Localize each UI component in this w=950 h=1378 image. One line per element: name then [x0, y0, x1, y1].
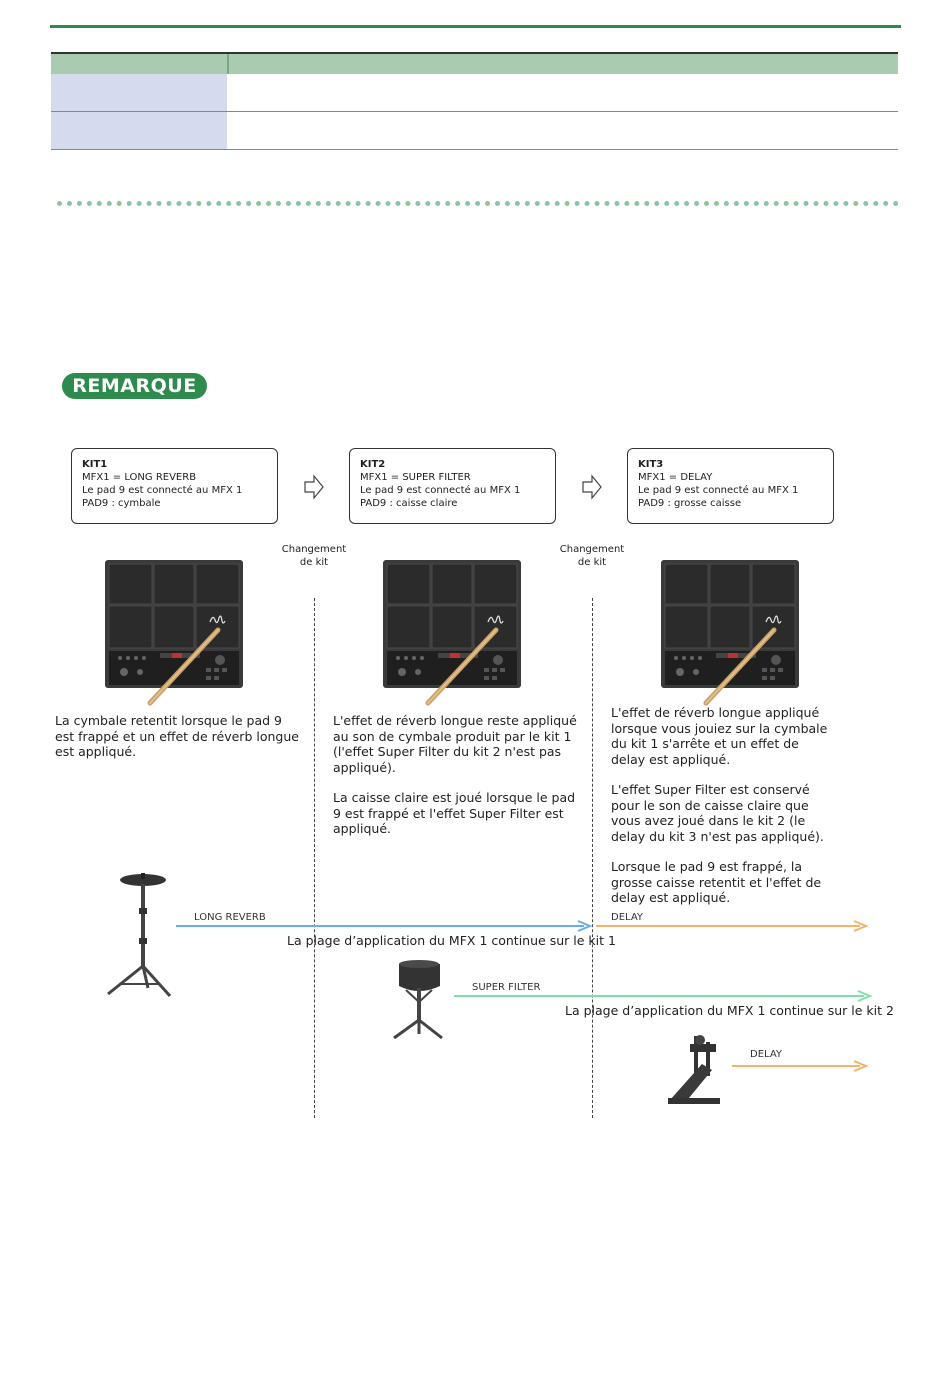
table-row [51, 74, 898, 112]
kit1-title: KIT1 [82, 459, 108, 470]
kit2-title: KIT2 [360, 459, 386, 470]
sampling-pad-icon [656, 558, 806, 706]
kit3-connection: Le pad 9 est connecté au MFX 1 [638, 485, 799, 496]
next-arrow-icon [304, 475, 324, 499]
remark-badge: REMARQUE [62, 373, 207, 399]
kit1-connection: Le pad 9 est connecté au MFX 1 [82, 485, 243, 496]
cymbal-icon [100, 868, 180, 1000]
kit1-description: La cymbale retentit lorsque le pad 9 est frappé et un effet de réverb longue est appliqué. [55, 713, 299, 759]
kit-change-label: Changement de kit [281, 544, 347, 568]
delay-label: DELAY [750, 1049, 782, 1060]
kit2-description: L'effet de réverb longue reste appliqué au son de cymbale produit par le kit 1 (l'effet Super Filter du kit 2 n'est pas appliqué). La caisse claire est joué lorsque le pad 9 est frappé et l'effet Super Filter est appliqué. [333, 713, 577, 836]
delay-arrow [728, 1060, 870, 1072]
kit3-mfx: MFX1 = DELAY [638, 472, 713, 483]
next-arrow-icon [582, 475, 602, 499]
snare-drum-icon [388, 958, 446, 1042]
kit-change-label: Changement de kit [559, 544, 625, 568]
long-reverb-label: LONG REVERB [194, 912, 266, 923]
sampling-pad-icon [100, 558, 250, 706]
header-rule [50, 25, 901, 28]
kit3-title: KIT3 [638, 459, 664, 470]
kit-change-line [592, 598, 593, 1118]
kit2-pad: PAD9 : caisse claire [360, 498, 458, 509]
kit-change-line [314, 598, 315, 1118]
kit2-box [349, 448, 556, 524]
kit3-box [627, 448, 834, 524]
kit2-connection: Le pad 9 est connecté au MFX 1 [360, 485, 521, 496]
kit1-continuation: La plage d’application du MFX 1 continue sur le kit 1 [287, 933, 616, 948]
kit2-continuation: La plage d’application du MFX 1 continue sur le kit 2 [565, 1003, 894, 1018]
kit1-box [71, 448, 278, 524]
kit3-description: L'effet de réverb longue appliqué lorsque vous jouiez sur la cymbale du kit 1 s'arrête et un effet de delay est appliqué. L'effet Super Filter est conservé pour le son de caisse claire que vous avez joué dans le kit 2 (le delay du kit 3 n'est pas appliqué). Lorsque le pad 9 est frappé, la grosse caisse retentit et l'effet de delay est appliqué. [611, 705, 828, 905]
long-reverb-arrow [172, 920, 872, 932]
kit1-mfx: MFX1 = LONG REVERB [82, 472, 197, 483]
sampling-pad-icon [378, 558, 528, 706]
kit1-pad: PAD9 : cymbale [82, 498, 161, 509]
super-filter-label: SUPER FILTER [472, 982, 541, 993]
kick-pedal-icon [666, 1030, 730, 1106]
table-row [51, 112, 898, 150]
kit2-mfx: MFX1 = SUPER FILTER [360, 472, 471, 483]
table-header [51, 52, 898, 74]
kit3-pad: PAD9 : grosse caisse [638, 498, 742, 509]
delay-label: DELAY [611, 912, 643, 923]
section-divider [57, 201, 899, 206]
